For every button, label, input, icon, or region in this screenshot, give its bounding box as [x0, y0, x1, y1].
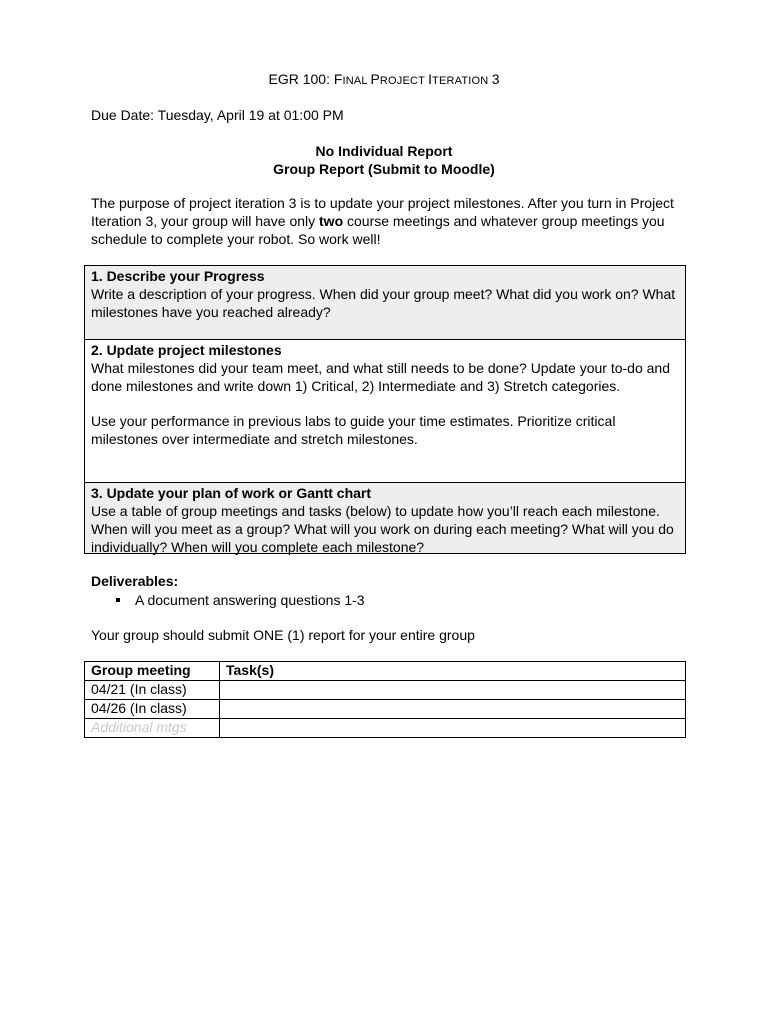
task-body: What milestones did your team meet, and what still needs to be done? Update your to-do and done milestones and write down 1) Critical, 2) Intermediate and 3) Stretch categories.	[91, 360, 671, 394]
task-cell	[220, 719, 686, 738]
task-update-milestones	[85, 340, 685, 483]
document-title: EGR 100: FINAL PROJECT ITERATION 3	[268, 71, 500, 87]
tasks-box	[84, 265, 686, 554]
group-report-heading: Group Report (Submit to Moodle)	[273, 161, 495, 177]
task-body: Use a table of group meetings and tasks (below) to update how you’ll reach each milestone. When will you meet as a group? What will you work on during each meeting? What will you do individually? When will you complete each milestone?	[91, 503, 674, 555]
column-header-group-meeting: Group meeting	[85, 662, 220, 681]
submit-note: Your group should submit ONE (1) report for your entire group	[91, 627, 475, 643]
task-cell	[220, 681, 686, 700]
table-header-row	[85, 662, 686, 681]
purpose-paragraph: The purpose of project iteration 3 is to update your project milestones. After you turn in Project Iteration 3, your group will have only two course meetings and whatever group meetings you schedule to complete your robot. So work well!	[91, 195, 674, 247]
deliverables-heading: Deliverables:	[91, 573, 179, 589]
no-individual-report-heading: No Individual Report	[315, 143, 453, 159]
task-describe-progress	[85, 266, 685, 340]
table-row	[85, 700, 686, 719]
table-row	[85, 681, 686, 700]
column-header-tasks: Task(s)	[220, 662, 686, 681]
meeting-cell-placeholder: Additional mtgs	[85, 719, 220, 738]
meeting-table	[84, 661, 686, 738]
bullet-icon	[116, 598, 120, 602]
task-cell	[220, 700, 686, 719]
table-row	[85, 719, 686, 738]
task-body: Write a description of your progress. When did your group meet? What did you work on? What milestones have you reached already?	[91, 286, 676, 320]
task-update-plan	[85, 483, 685, 553]
meeting-cell: 04/21 (In class)	[85, 681, 220, 700]
task-body-secondary: Use your performance in previous labs to guide your time estimates. Prioritize critical milestones over intermediate and stretch milestones.	[91, 413, 616, 447]
meeting-cell: 04/26 (In class)	[85, 700, 220, 719]
title-course: EGR 100:	[268, 71, 334, 87]
task-title: 1. Describe your Progress	[91, 268, 265, 284]
list-item: A document answering questions 1-3	[115, 591, 365, 609]
task-title: 3. Update your plan of work or Gantt chart	[91, 485, 372, 501]
purpose-emphasis: two	[319, 213, 344, 229]
deliverables-list	[115, 591, 365, 609]
due-date: Due Date: Tuesday, April 19 at 01:00 PM	[91, 107, 344, 123]
task-title: 2. Update project milestones	[91, 342, 282, 358]
